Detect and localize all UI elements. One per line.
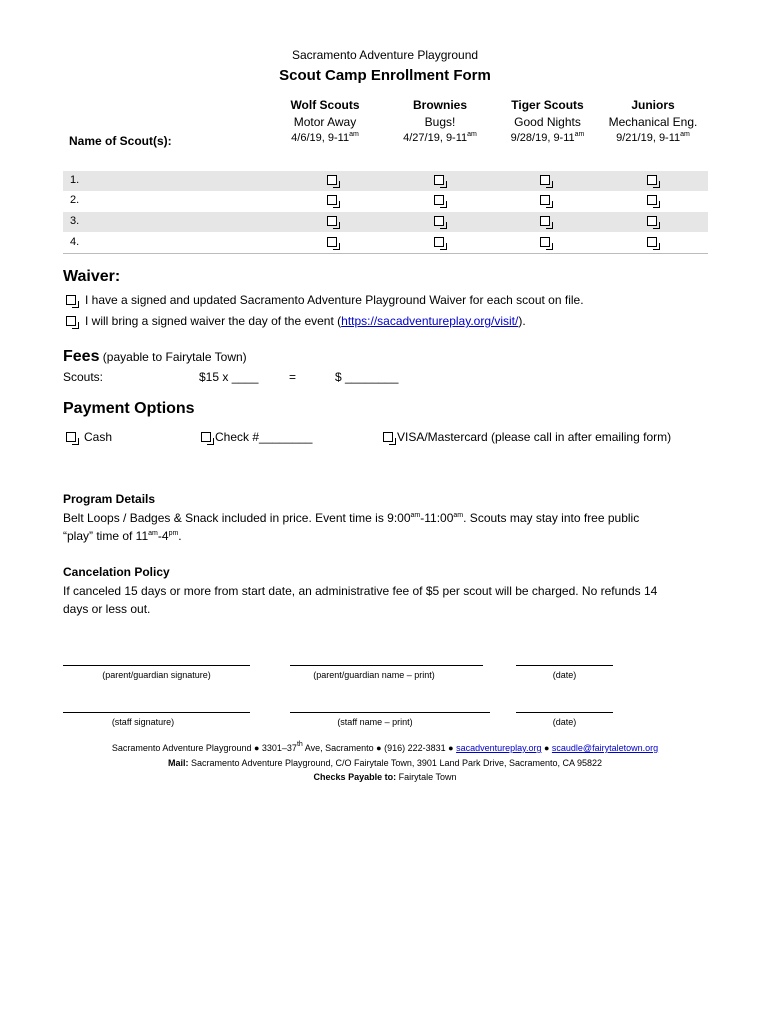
payment-heading: Payment Options: [63, 400, 195, 417]
staff-name-line[interactable]: [290, 712, 490, 713]
checkbox-juniors-4[interactable]: [647, 237, 657, 247]
checkbox-tiger-scouts-3[interactable]: [540, 216, 550, 226]
fees-note: (payable to Fairytale Town): [99, 350, 247, 364]
scout-row: [63, 191, 708, 211]
column-date: 4/27/19, 9-11: [403, 132, 468, 144]
checkbox-wolf-scouts-3[interactable]: [327, 216, 337, 226]
footer-email-link[interactable]: scaudle@fairytaletown.org: [551, 743, 659, 753]
parent-date-line[interactable]: [516, 665, 613, 666]
scout-row: [63, 171, 708, 191]
staff-name-caption: (staff name – print): [337, 717, 413, 727]
form-title: Scout Camp Enrollment Form: [279, 67, 491, 84]
waiver-item-bring: I will bring a signed waiver the day of the event (https://sacadventureplay.org/visit/).: [66, 314, 526, 328]
column-date: 9/21/19, 9-11: [616, 132, 681, 144]
checkbox-tiger-scouts-2[interactable]: [540, 195, 550, 205]
checkbox-brownies-1[interactable]: [434, 175, 444, 185]
fees-total-field[interactable]: $ ________: [335, 370, 399, 384]
checkbox-tiger-scouts-4[interactable]: [540, 237, 550, 247]
visit-link[interactable]: https://sacadventureplay.org/visit/: [341, 314, 519, 328]
parent-name-caption: (parent/guardian name – print): [313, 670, 435, 680]
scout-row: [63, 233, 708, 254]
payment-check-option[interactable]: [201, 430, 312, 444]
column-name: Juniors: [631, 98, 675, 112]
waiver-on-file-checkbox[interactable]: [66, 295, 76, 305]
row-number: 4.: [70, 236, 80, 248]
column-wolf-scouts: Wolf Scouts Motor Away 4/6/19, $9-11^{am}$: [275, 98, 375, 144]
footer-contact-line: Sacramento Adventure Playground ● 3301–37th Ave, Sacramento ● (916) 222-3831 ● sacadventureplay.org ● scaudle@fairytaletown.org: [111, 741, 659, 753]
cancel-heading: Cancelation Policy: [63, 565, 170, 579]
program-details-line2: “play” time of $11^{am}-4^{pm}$.: [63, 529, 182, 543]
staff-signature-caption: (staff signature): [111, 717, 175, 727]
fees-scouts-label: Scouts:: [63, 370, 104, 384]
column-brownies: Brownies Bugs! 4/27/19, $9-11^{am}$: [390, 98, 490, 144]
cash-label: Cash: [84, 430, 113, 444]
cash-checkbox[interactable]: [66, 432, 76, 442]
column-topic: Mechanical Eng.: [608, 115, 698, 129]
check-label: Check #________: [215, 430, 313, 444]
column-name: Tiger Scouts: [511, 98, 584, 112]
row-number: 1.: [70, 174, 80, 186]
column-name: Brownies: [412, 98, 467, 112]
checkbox-wolf-scouts-2[interactable]: [327, 195, 337, 205]
row-number: 3.: [70, 215, 80, 227]
check-checkbox[interactable]: [201, 432, 211, 442]
checkbox-tiger-scouts-1[interactable]: [540, 175, 550, 185]
column-juniors: Juniors Mechanical Eng. 9/21/19, $9-11^{am}$: [600, 98, 706, 144]
staff-date-caption: (date): [552, 717, 577, 727]
name-of-scouts-label: Name of Scout(s):: [69, 134, 172, 148]
checkbox-juniors-1[interactable]: [647, 175, 657, 185]
staff-signature-line[interactable]: [63, 712, 250, 713]
fees-price: $15 x ____: [199, 370, 259, 384]
row-number: 2.: [70, 194, 80, 206]
column-topic: Good Nights: [514, 115, 581, 129]
checkbox-juniors-2[interactable]: [647, 195, 657, 205]
program-heading: Program Details: [63, 492, 156, 506]
fees-heading-line: [63, 348, 247, 366]
column-date: 9/28/19, 9-11: [510, 132, 575, 144]
cancel-line1: If canceled 15 days or more from start date, an administrative fee of $5 per scout will be charged. No refunds 14: [63, 584, 658, 598]
column-topic: Motor Away: [293, 115, 357, 129]
column-date: 4/6/19, 9-11: [291, 132, 350, 144]
column-name: Wolf Scouts: [290, 98, 360, 112]
checkbox-brownies-3[interactable]: [434, 216, 444, 226]
org-name: Sacramento Adventure Playground: [291, 48, 479, 62]
footer-mail-line: Mail: Sacramento Adventure Playground, C/O Fairytale Town, 3901 Land Park Drive, Sacramento, CA 95822: [167, 758, 603, 768]
parent-signature-caption: (parent/guardian signature): [102, 670, 211, 680]
waiver-bring-checkbox[interactable]: [66, 316, 76, 326]
visa-label: VISA/Mastercard (please call in after emailing form): [397, 430, 672, 444]
column-topic: Bugs!: [424, 115, 456, 129]
fees-heading: Fees: [63, 348, 100, 365]
checkbox-wolf-scouts-4[interactable]: [327, 237, 337, 247]
checkbox-wolf-scouts-1[interactable]: [327, 175, 337, 185]
staff-date-line[interactable]: [516, 712, 613, 713]
checkbox-brownies-4[interactable]: [434, 237, 444, 247]
payment-cash-option[interactable]: [66, 430, 112, 444]
waiver-bring-text: I will bring a signed waiver the day of the event (: [85, 314, 342, 328]
visa-checkbox[interactable]: [383, 432, 393, 442]
checkbox-brownies-2[interactable]: [434, 195, 444, 205]
parent-name-line[interactable]: [290, 665, 483, 666]
scout-row: [63, 212, 708, 232]
parent-signature-line[interactable]: [63, 665, 250, 666]
payment-visa-option[interactable]: [383, 430, 671, 444]
waiver-on-file-text: I have a signed and updated Sacramento Adventure Playground Waiver for each scout on file.: [85, 293, 584, 307]
column-tiger-scouts: Tiger Scouts Good Nights 9/28/19, $9-11^{am}$: [495, 98, 600, 144]
waiver-heading: Waiver:: [63, 268, 121, 285]
cancel-line2: days or less out.: [63, 602, 151, 616]
program-details-line1: Belt Loops / Badges & Snack included in price. Event time is $9:00^{am}-11:00^{am}$. Scouts may stay into free public: [63, 511, 640, 525]
fees-equals: =: [289, 370, 297, 384]
checkbox-juniors-3[interactable]: [647, 216, 657, 226]
waiver-item-on-file: [66, 293, 584, 307]
parent-date-caption: (date): [552, 670, 577, 680]
footer-website-link[interactable]: sacadventureplay.org: [456, 743, 542, 753]
footer-checks-line: Checks Payable to: Fairytale Town: [313, 772, 457, 782]
